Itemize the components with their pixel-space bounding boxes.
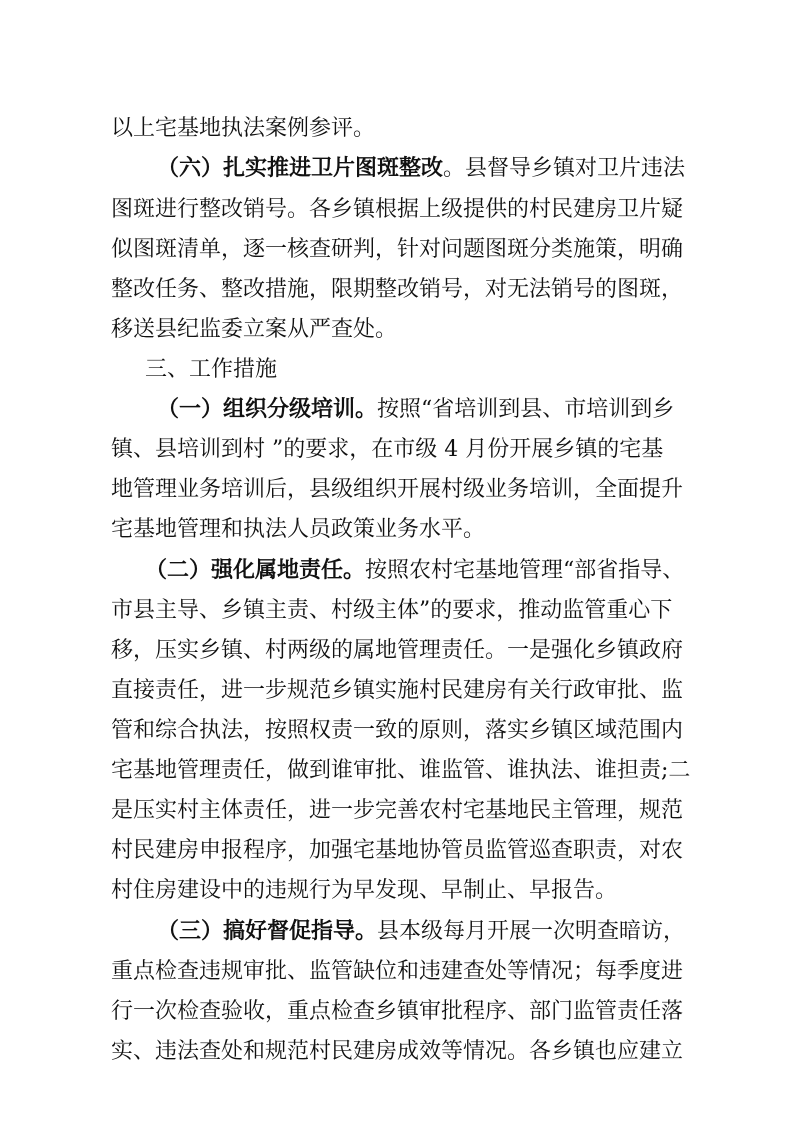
section-heading-line [157,154,737,184]
paragraph-line [111,315,691,345]
paragraph-line [111,836,691,866]
paragraph-line [111,596,691,626]
section-heading-line [145,556,725,586]
line-text: 市县主导、乡镇主责、村级主体”的要求，推动监管重心下 [111,598,673,623]
line-text: 移送县纪监委立案从严查处。 [111,317,398,342]
section-heading-bold: （一）组织分级培训。 [157,397,378,422]
paragraph-line [111,1037,691,1067]
line-text: 管和综合执法，按照权责一致的原则，落实乡镇区域范围内 [111,718,684,743]
paragraph-line [111,515,691,545]
paragraph-line [111,475,691,505]
paragraph-line [111,796,691,826]
section-heading-bold: （二）强化属地责任。 [145,558,366,583]
section-heading-bold: （三）搞好督促指导。 [157,919,378,944]
line-text: 按照“省培训到县、市培训到乡 [377,397,675,422]
line-text: 整改任务、整改措施，限期整改销号，对无法销号的图斑， [111,277,684,302]
line-text: 。县督导乡镇对卫片违法 [443,156,686,181]
paragraph-line [111,114,691,144]
line-text: 村住房建设中的违规行为早发现、早制止、早报告。 [111,878,618,903]
section-heading-line [157,395,737,425]
paragraph-line [111,275,691,305]
line-text: 似图斑清单，逐一核查研判，针对问题图斑分类施策，明确 [111,237,684,262]
paragraph-line [111,997,691,1027]
paragraph-line [111,195,691,225]
line-text: 县本级每月开展一次明查暗访， [377,919,686,944]
section-heading-bold: （六）扎实推进卫片图斑整改 [157,156,444,181]
line-text: 直接责任，进一步规范乡镇实施村民建房有关行政审批、监 [111,678,684,703]
paragraph-line [111,235,691,265]
line-text: 行一次检查验收，重点检查乡镇审批程序、部门监管责任落 [111,999,684,1024]
line-text: 地管理业务培训后，县级组织开展村级业务培训，全面提升 [111,477,684,502]
paragraph-line [111,636,691,666]
paragraph-line [111,957,691,987]
section-heading-line [157,917,737,947]
line-text: 移，压实乡镇、村两级的属地管理责任。一是强化乡镇政府 [111,638,684,663]
line-text: 重点检查违规审批、监管缺位和违建查处等情况；每季度进 [111,959,684,984]
line-text: 镇、县培训到村 ”的要求，在市级 4 月份开展乡镇的宅基 [111,437,664,462]
line-text: 村民建房申报程序，加强宅基地协管员监管巡查职责，对农 [111,838,684,863]
line-text: 宅基地管理和执法人员政策业务水平。 [111,517,486,542]
paragraph-line [111,435,691,465]
line-text: 实、违法查处和规范村民建房成效等情况。各乡镇也应建立 [111,1039,684,1064]
paragraph-line [111,876,691,906]
paragraph-line [111,676,691,706]
paragraph-line [111,716,691,746]
line-text: 是压实村主体责任，进一步完善农村宅基地民主管理，规范 [111,798,684,823]
chapter-heading-text: 三、工作措施 [145,357,278,382]
chapter-heading [145,355,725,385]
line-text: 以上宅基地执法案例参评。 [111,116,376,141]
line-text: 图斑进行整改销号。各乡镇根据上级提供的村民建房卫片疑 [111,197,684,222]
paragraph-line [111,756,691,786]
line-text: 按照农村宅基地管理“部省指导、 [365,558,685,583]
line-text: 宅基地管理责任，做到谁审批、谁监管、谁执法、谁担责;二 [111,758,691,783]
